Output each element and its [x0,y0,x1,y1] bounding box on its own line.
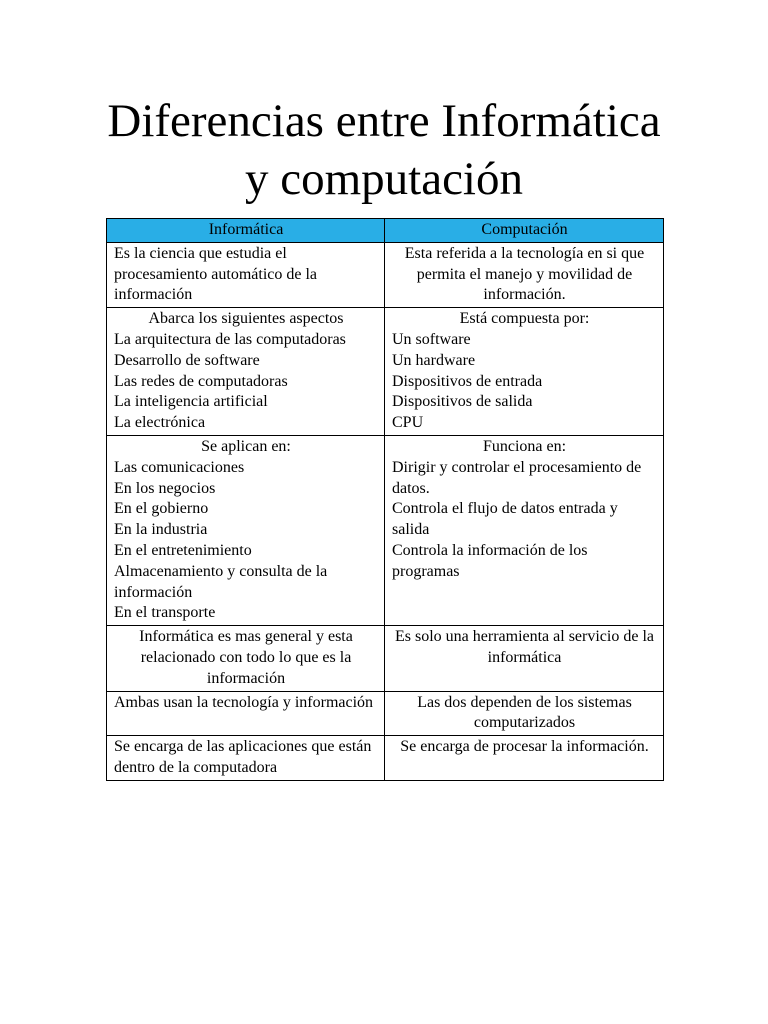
table-header-row [107,219,664,243]
cell-list-item: La arquitectura de las computadoras [114,330,346,348]
informatica-cell [107,242,385,307]
cell-heading: Está compuesta por: [459,310,590,328]
cell-heading: Se aplican en: [201,437,291,455]
comparison-table [106,218,664,781]
cell-list-item: Dispositivos de salida [392,393,533,411]
cell-heading: Funciona en: [482,437,567,455]
computacion-cell [385,435,664,625]
cell-text: Es solo una herramienta al servicio de la informática [394,628,654,666]
cell-list-item: Las redes de computadoras [114,372,288,390]
table-row [107,626,664,691]
cell-text: Se encarga de procesar la información. [400,738,649,756]
cell-list-item: Desarrollo de software [114,351,260,369]
cell-list-item: La electrónica [114,414,206,432]
table-row [107,736,664,781]
table-row [107,435,664,625]
cell-list-item: En el entretenimiento [114,541,252,559]
cell-list-item: En el gobierno [114,500,209,518]
cell-text: Es la ciencia que estudia el procesamiento automático de la información [114,244,318,304]
header-computacion: Computación [385,219,664,243]
header-informatica: Informática [107,219,385,243]
informatica-cell [107,691,385,736]
cell-list-item: Las comunicaciones [114,458,245,476]
informatica-cell [107,626,385,691]
informatica-cell [107,736,385,781]
cell-list-item: Almacenamiento y consulta de la información [114,562,328,601]
cell-list-item: Controla la información de los programas [392,541,588,580]
page-title [0,92,768,208]
cell-heading: Abarca los siguientes aspectos [148,310,344,328]
cell-text: Ambas usan la tecnología y información [114,693,374,711]
cell-text: Las dos dependen de los sistemas computarizados [417,693,632,732]
cell-list-item: Un hardware [392,351,476,369]
cell-list-item: Dispositivos de entrada [392,372,543,390]
cell-list-item: Un software [392,330,471,348]
cell-list-item: En la industria [114,521,208,539]
table-body [107,242,664,780]
cell-text: Esta referida a la tecnología en si que permita el manejo y movilidad de información. [404,244,645,304]
computacion-cell [385,308,664,436]
computacion-cell [385,242,664,307]
table-row [107,242,664,307]
cell-text: Informática es mas general y esta relacionado con todo lo que es la información [139,628,353,687]
cell-list-item: La inteligencia artificial [114,393,268,411]
computacion-cell [385,626,664,691]
cell-list-item: Dirigir y controlar el procesamiento de datos. [392,458,642,497]
table-row [107,691,664,736]
computacion-cell [385,691,664,736]
informatica-cell [107,435,385,625]
informatica-cell [107,308,385,436]
cell-list-item: En los negocios [114,479,216,497]
cell-list-item: En el transporte [114,604,216,622]
table-row [107,308,664,436]
cell-text: Se encarga de las aplicaciones que están dentro de la computadora [114,738,372,776]
page-title-line-1: Diferencias entre Informática [107,95,661,147]
cell-list-item: CPU [392,414,424,432]
cell-list-item: Controla el flujo de datos entrada y salida [392,500,618,539]
computacion-cell [385,736,664,781]
page-title-line-2: y computación [244,153,523,205]
